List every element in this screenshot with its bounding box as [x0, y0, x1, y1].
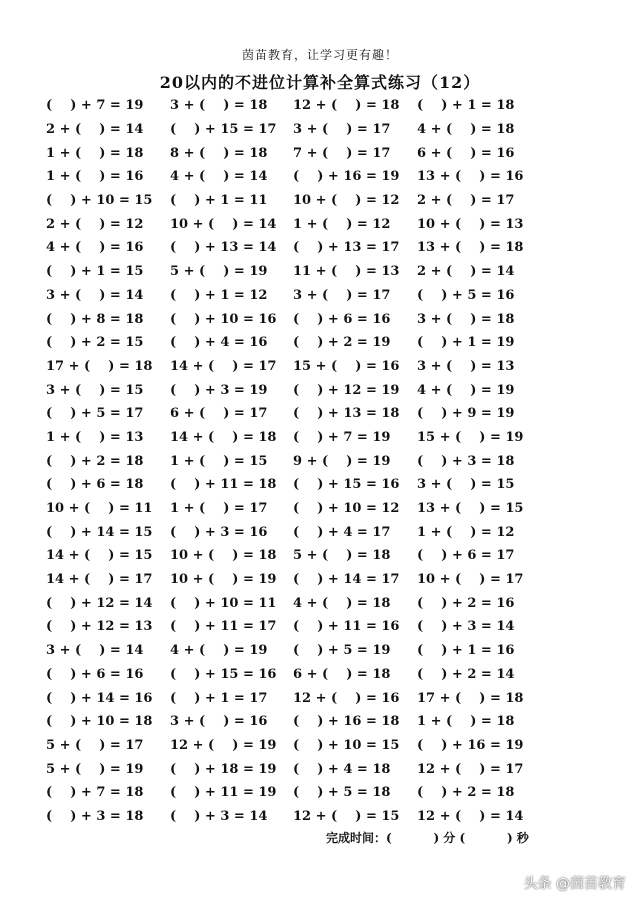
- exercise-item: ( ) + 15 = 16: [293, 477, 400, 493]
- exercise-row: [46, 663, 606, 687]
- exercise-item: 13 + ( ) = 18: [417, 240, 524, 256]
- exercise-item: 3 + ( ) = 14: [46, 287, 144, 303]
- exercise-item: 7 + ( ) = 17: [293, 145, 391, 161]
- exercise-item: ( ) + 5 = 17: [46, 406, 144, 422]
- exercise-row: [46, 639, 606, 663]
- exercise-item: ( ) + 18 = 19: [170, 761, 277, 777]
- exercise-item: ( ) + 8 = 18: [46, 311, 144, 327]
- exercise-row: [46, 118, 606, 142]
- exercise-item: 2 + ( ) = 17: [417, 193, 515, 209]
- exercise-item: ( ) + 6 = 16: [46, 666, 144, 682]
- exercise-row: [46, 544, 606, 568]
- exercise-item: ( ) + 10 = 15: [293, 737, 400, 753]
- exercise-item: ( ) + 7 = 18: [46, 785, 144, 801]
- exercise-item: 17 + ( ) = 18: [46, 358, 153, 374]
- exercise-item: 4 + ( ) = 19: [170, 643, 268, 659]
- exercise-row: [46, 189, 606, 213]
- exercise-item: ( ) + 11 = 16: [293, 619, 400, 635]
- exercise-item: 1 + ( ) = 15: [170, 453, 268, 469]
- exercise-item: 10 + ( ) = 11: [46, 501, 153, 517]
- exercise-item: 4 + ( ) = 18: [293, 595, 391, 611]
- exercise-item: 8 + ( ) = 18: [170, 145, 268, 161]
- exercise-item: ( ) + 6 = 16: [293, 311, 391, 327]
- exercise-item: 15 + ( ) = 19: [417, 429, 524, 445]
- exercise-item: ( ) + 3 = 16: [170, 524, 268, 540]
- exercise-item: 3 + ( ) = 18: [417, 311, 515, 327]
- exercise-item: ( ) + 10 = 16: [170, 311, 277, 327]
- exercise-item: ( ) + 13 = 18: [293, 406, 400, 422]
- exercise-row: [46, 331, 606, 355]
- exercise-item: ( ) + 9 = 19: [417, 406, 515, 422]
- exercise-item: ( ) + 1 = 11: [170, 193, 268, 209]
- exercise-item: 3 + ( ) = 15: [46, 382, 144, 398]
- exercise-item: ( ) + 7 = 19: [46, 98, 144, 114]
- exercise-item: 1 + ( ) = 17: [170, 501, 268, 517]
- exercise-item: ( ) + 5 = 19: [293, 643, 391, 659]
- exercise-item: ( ) + 3 = 14: [417, 619, 515, 635]
- exercise-row: [46, 402, 606, 426]
- exercise-item: 14 + ( ) = 17: [170, 358, 277, 374]
- exercise-item: ( ) + 13 = 14: [170, 240, 277, 256]
- exercise-row: [46, 94, 606, 118]
- exercise-item: ( ) + 2 = 18: [417, 785, 515, 801]
- exercise-item: 10 + ( ) = 12: [293, 193, 400, 209]
- exercise-item: 5 + ( ) = 17: [46, 737, 144, 753]
- exercise-item: ( ) + 16 = 18: [293, 714, 400, 730]
- exercise-item: ( ) + 4 = 18: [293, 761, 391, 777]
- exercise-row: [46, 781, 606, 805]
- exercise-item: 10 + ( ) = 17: [417, 572, 524, 588]
- exercise-grid: [46, 94, 606, 828]
- exercise-item: 12 + ( ) = 16: [293, 690, 400, 706]
- exercise-row: [46, 734, 606, 758]
- exercise-item: 5 + ( ) = 19: [170, 264, 268, 280]
- exercise-item: 6 + ( ) = 16: [417, 145, 515, 161]
- exercise-row: [46, 260, 606, 284]
- exercise-row: [46, 141, 606, 165]
- exercise-item: ( ) + 1 = 18: [417, 98, 515, 114]
- exercise-item: ( ) + 6 = 17: [417, 548, 515, 564]
- exercise-item: ( ) + 16 = 19: [417, 737, 524, 753]
- exercise-item: 12 + ( ) = 17: [417, 761, 524, 777]
- exercise-item: 12 + ( ) = 15: [293, 808, 400, 824]
- exercise-item: ( ) + 16 = 19: [293, 169, 400, 185]
- exercise-item: 3 + ( ) = 17: [293, 287, 391, 303]
- exercise-item: 1 + ( ) = 12: [293, 216, 391, 232]
- exercise-item: ( ) + 10 = 12: [293, 501, 400, 517]
- exercise-item: ( ) + 7 = 19: [293, 429, 391, 445]
- worksheet-title: 20以内的不进位计算补全算式练习（12）: [159, 73, 481, 92]
- exercise-item: 3 + ( ) = 17: [293, 122, 391, 138]
- exercise-row: [46, 568, 606, 592]
- exercise-item: 12 + ( ) = 18: [293, 98, 400, 114]
- exercise-item: 13 + ( ) = 16: [417, 169, 524, 185]
- exercise-row: [46, 473, 606, 497]
- exercise-item: ( ) + 10 = 11: [170, 595, 277, 611]
- exercise-row: [46, 165, 606, 189]
- exercise-item: ( ) + 2 = 14: [417, 666, 515, 682]
- exercise-item: 11 + ( ) = 13: [293, 264, 400, 280]
- exercise-item: 15 + ( ) = 16: [293, 358, 400, 374]
- exercise-row: [46, 426, 606, 450]
- exercise-item: 6 + ( ) = 17: [170, 406, 268, 422]
- exercise-row: [46, 236, 606, 260]
- exercise-item: 3 + ( ) = 16: [170, 714, 268, 730]
- exercise-item: ( ) + 1 = 19: [417, 335, 515, 351]
- watermark: 头条 @茵苗教育: [523, 876, 626, 892]
- exercise-row: [46, 686, 606, 710]
- exercise-item: ( ) + 12 = 19: [293, 382, 400, 398]
- exercise-item: 14 + ( ) = 17: [46, 572, 153, 588]
- exercise-item: ( ) + 11 = 17: [170, 619, 277, 635]
- exercise-item: ( ) + 1 = 15: [46, 264, 144, 280]
- exercise-row: [46, 615, 606, 639]
- exercise-item: ( ) + 2 = 19: [293, 335, 391, 351]
- exercise-item: ( ) + 1 = 17: [170, 690, 268, 706]
- exercise-item: ( ) + 3 = 19: [170, 382, 268, 398]
- exercise-item: ( ) + 2 = 15: [46, 335, 144, 351]
- exercise-item: ( ) + 4 = 16: [170, 335, 268, 351]
- exercise-item: 4 + ( ) = 19: [417, 382, 515, 398]
- exercise-item: 1 + ( ) = 18: [46, 145, 144, 161]
- exercise-item: 5 + ( ) = 18: [293, 548, 391, 564]
- exercise-item: 10 + ( ) = 19: [170, 572, 277, 588]
- completion-time: 完成时间：( ) 分 ( ) 秒: [326, 831, 529, 845]
- exercise-row: [46, 212, 606, 236]
- exercise-item: ( ) + 1 = 16: [417, 643, 515, 659]
- exercise-item: 10 + ( ) = 14: [170, 216, 277, 232]
- exercise-item: 1 + ( ) = 18: [417, 714, 515, 730]
- exercise-item: ( ) + 15 = 16: [170, 666, 277, 682]
- exercise-item: 9 + ( ) = 19: [293, 453, 391, 469]
- exercise-item: ( ) + 12 = 14: [46, 595, 153, 611]
- exercise-row: [46, 757, 606, 781]
- exercise-item: ( ) + 3 = 14: [170, 808, 268, 824]
- exercise-item: 12 + ( ) = 19: [170, 737, 277, 753]
- exercise-item: ( ) + 14 = 15: [46, 524, 153, 540]
- exercise-row: [46, 497, 606, 521]
- page-header: 茵苗教育，让学习更有趣！: [241, 48, 398, 62]
- exercise-item: ( ) + 6 = 18: [46, 477, 144, 493]
- exercise-item: 3 + ( ) = 14: [46, 643, 144, 659]
- exercise-item: ( ) + 5 = 16: [417, 287, 515, 303]
- exercise-item: 13 + ( ) = 15: [417, 501, 524, 517]
- exercise-item: 10 + ( ) = 13: [417, 216, 524, 232]
- exercise-row: [46, 591, 606, 615]
- exercise-item: 2 + ( ) = 14: [417, 264, 515, 280]
- exercise-item: ( ) + 5 = 18: [293, 785, 391, 801]
- exercise-item: 14 + ( ) = 15: [46, 548, 153, 564]
- exercise-item: 4 + ( ) = 16: [46, 240, 144, 256]
- exercise-item: ( ) + 13 = 17: [293, 240, 400, 256]
- exercise-row: [46, 355, 606, 379]
- exercise-item: ( ) + 1 = 12: [170, 287, 268, 303]
- exercise-row: [46, 307, 606, 331]
- exercise-row: [46, 284, 606, 308]
- exercise-item: ( ) + 15 = 17: [170, 122, 277, 138]
- exercise-item: 2 + ( ) = 12: [46, 216, 144, 232]
- exercise-item: ( ) + 3 = 18: [46, 808, 144, 824]
- exercise-item: 3 + ( ) = 13: [417, 358, 515, 374]
- exercise-row: [46, 710, 606, 734]
- exercise-item: ( ) + 2 = 18: [46, 453, 144, 469]
- exercise-item: ( ) + 10 = 15: [46, 193, 153, 209]
- exercise-row: [46, 805, 606, 829]
- exercise-item: 4 + ( ) = 14: [170, 169, 268, 185]
- exercise-item: 1 + ( ) = 13: [46, 429, 144, 445]
- exercise-item: 14 + ( ) = 18: [170, 429, 277, 445]
- exercise-item: 5 + ( ) = 19: [46, 761, 144, 777]
- exercise-item: 12 + ( ) = 14: [417, 808, 524, 824]
- exercise-item: 6 + ( ) = 18: [293, 666, 391, 682]
- exercise-item: 3 + ( ) = 15: [417, 477, 515, 493]
- exercise-item: ( ) + 14 = 17: [293, 572, 400, 588]
- exercise-item: 3 + ( ) = 18: [170, 98, 268, 114]
- exercise-item: ( ) + 12 = 13: [46, 619, 153, 635]
- exercise-item: 17 + ( ) = 18: [417, 690, 524, 706]
- exercise-item: 1 + ( ) = 12: [417, 524, 515, 540]
- exercise-row: [46, 520, 606, 544]
- exercise-item: ( ) + 3 = 18: [417, 453, 515, 469]
- exercise-item: ( ) + 11 = 19: [170, 785, 277, 801]
- exercise-item: ( ) + 4 = 17: [293, 524, 391, 540]
- exercise-item: ( ) + 14 = 16: [46, 690, 153, 706]
- exercise-item: 4 + ( ) = 18: [417, 122, 515, 138]
- exercise-item: 10 + ( ) = 18: [170, 548, 277, 564]
- exercise-row: [46, 378, 606, 402]
- exercise-item: 2 + ( ) = 14: [46, 122, 144, 138]
- exercise-row: [46, 449, 606, 473]
- exercise-item: 1 + ( ) = 16: [46, 169, 144, 185]
- exercise-item: ( ) + 11 = 18: [170, 477, 277, 493]
- exercise-item: ( ) + 10 = 18: [46, 714, 153, 730]
- exercise-item: ( ) + 2 = 16: [417, 595, 515, 611]
